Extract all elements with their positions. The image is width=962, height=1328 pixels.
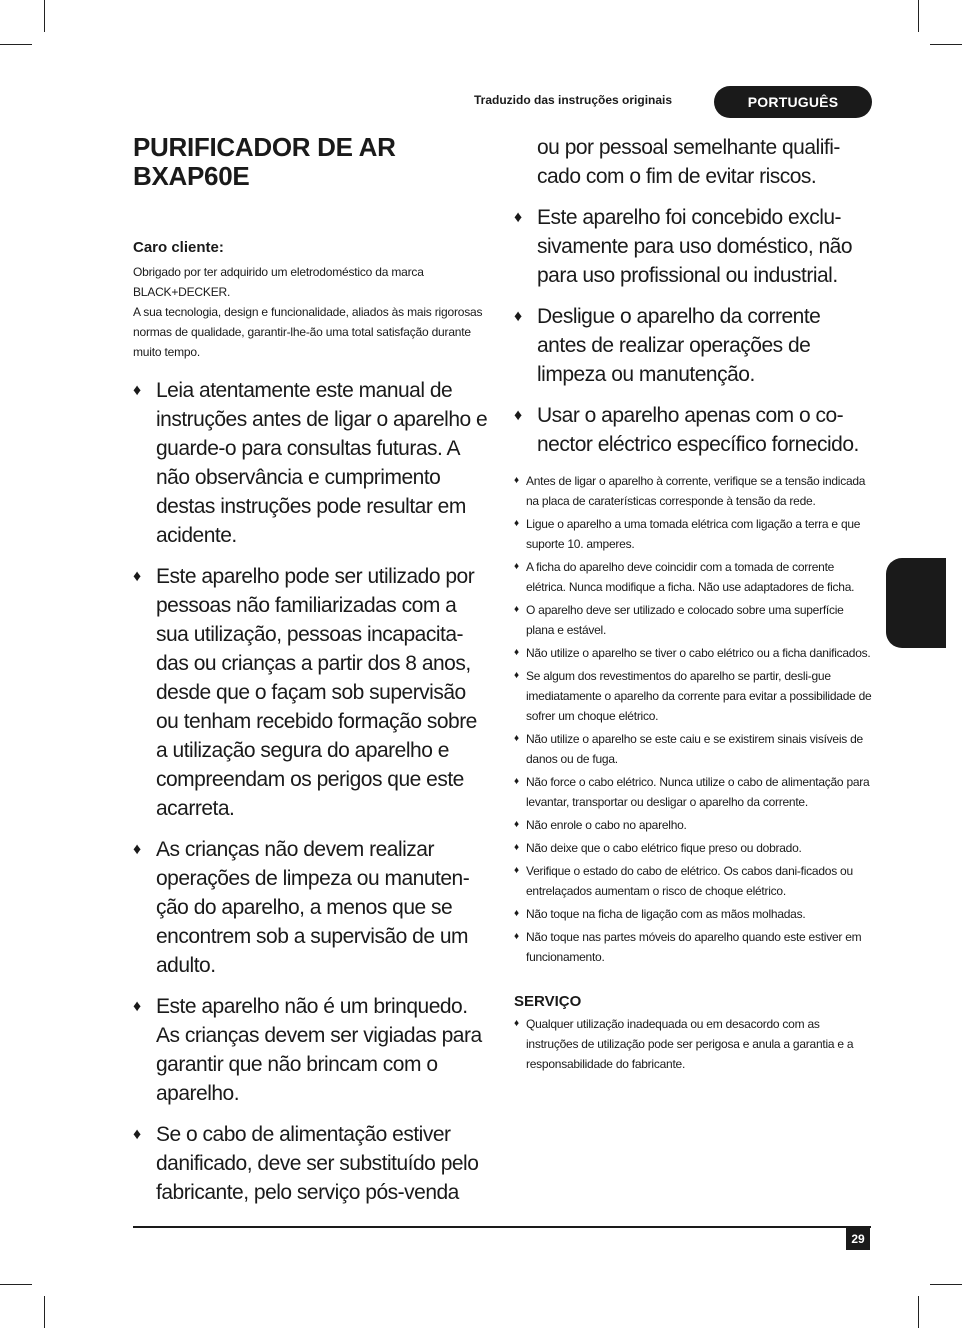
crop-mark [930,44,962,45]
service-list [514,1014,874,1074]
safety-list-left [133,376,493,1207]
list-item: ♦ Ligue o aparelho a uma tomada elétrica com ligação a terra e que suporte 10. amperes. [514,514,874,554]
list-item: ♦ Se o cabo de alimentação estiver danificado, deve ser substituído pelo fabricante, pelo serviço pós-venda [133,1120,493,1207]
list-item: ♦ Se algum dos revestimentos do aparelho se partir, desli-gue imediatamente o aparelho da corrente para evitar a possibilidade de sofrer um choque elétrico. [514,666,874,726]
diamond-bullet-icon: ♦ [514,209,522,226]
language-badge: PORTUGUÊS [714,86,872,118]
diamond-bullet-icon: ♦ [514,518,519,529]
title-line-2: BXAP60E [133,161,250,191]
crop-mark [918,1296,919,1328]
diamond-bullet-icon: ♦ [133,998,141,1015]
list-item-continuation: ou por pessoal semelhante qualifi-cado com o fim de evitar riscos. [537,136,840,188]
section-tab [886,558,946,648]
crop-mark [918,0,919,32]
diamond-bullet-icon: ♦ [133,1126,141,1143]
diamond-bullet-icon: ♦ [514,475,519,486]
title-line-1: PURIFICADOR DE AR [133,132,396,162]
footer-divider [133,1226,871,1228]
crop-mark [0,1284,32,1285]
header-subtitle: Traduzido das instruções originais [474,93,673,107]
list-item: ♦ Leia atentamente este manual de instruções antes de ligar o aparelho e guarde-o para consultas futuras. A não observância e cumprimento destas instruções pode resultar em acidente. [133,376,493,550]
list-item: ♦ Verifique o estado do cabo de elétrico. Os cabos dani-ficados ou entrelaçados aumentam o risco de choque elétrico. [514,861,874,901]
diamond-bullet-icon: ♦ [514,407,522,424]
left-column [133,133,493,1219]
page-title [133,133,493,191]
diamond-bullet-icon: ♦ [514,842,519,853]
list-item: ♦ Desligue o aparelho da corrente antes de realizar operações de limpeza ou manutenção. [514,302,874,389]
crop-mark [0,44,32,45]
list-item: ♦ Não toque nas partes móveis do aparelho quando este estiver em funcionamento. [514,927,874,967]
list-item: ♦ Não enrole o cabo no aparelho. [514,815,874,835]
list-item: ♦ As crianças não devem realizar operações de limpeza ou manuten-ção do aparelho, a menos que se encontrem sob a supervisão de um adulto. [133,835,493,980]
diamond-bullet-icon: ♦ [133,568,141,585]
list-item: ♦ Usar o aparelho apenas com o co-nector eléctrico específico fornecido. [514,401,874,459]
list-item: ♦ Não force o cabo elétrico. Nunca utilize o cabo de alimentação para levantar, transportar ou desligar o aparelho da corrente. [514,772,874,812]
intro-paragraph: A sua tecnologia, design e funcionalidade, aliados às mais rigorosas normas de qualidade, garantir-lhe-ão uma total satisfação durante muito tempo. [133,305,483,359]
list-item: ♦ Qualquer utilização inadequada ou em desacordo com as instruções de utilização pode ser perigosa e anula a garantia e a responsabilidade do fabricante. [514,1014,874,1074]
greeting: Caro cliente: [133,239,224,256]
list-item: ♦ A ficha do aparelho deve coincidir com a tomada de corrente elétrica. Nunca modifique a ficha. Não use adaptadores de ficha. [514,557,874,597]
list-item: ♦ Não toque na ficha de ligação com as mãos molhadas. [514,904,874,924]
crop-mark [930,1284,962,1285]
diamond-bullet-icon: ♦ [514,776,519,787]
list-item: ♦ Este aparelho foi concebido exclu-sivamente para uso doméstico, não para uso profissional ou industrial. [514,203,874,290]
crop-mark [44,0,45,32]
diamond-bullet-icon: ♦ [514,908,519,919]
crop-mark [44,1296,45,1328]
list-item: ♦ Este aparelho não é um brinquedo. As crianças devem ser vigiadas para garantir que não brincam com o aparelho. [133,992,493,1108]
page-number: 29 [846,1228,870,1250]
diamond-bullet-icon: ♦ [514,1018,519,1029]
intro-text [133,262,493,362]
list-item: ♦ Não utilize o aparelho se tiver o cabo elétrico ou a ficha danificados. [514,643,874,663]
list-item: ♦ Não utilize o aparelho se este caiu e se existirem sinais visíveis de danos ou de fuga. [514,729,874,769]
diamond-bullet-icon: ♦ [514,670,519,681]
diamond-bullet-icon: ♦ [133,841,141,858]
service-heading: SERVIÇO [514,993,582,1010]
diamond-bullet-icon: ♦ [514,865,519,876]
diamond-bullet-icon: ♦ [514,308,522,325]
small-safety-list [514,471,874,967]
diamond-bullet-icon: ♦ [514,604,519,615]
diamond-bullet-icon: ♦ [133,382,141,399]
safety-list-right [514,203,874,459]
diamond-bullet-icon: ♦ [514,733,519,744]
right-column [514,133,874,1077]
list-item: ♦ Não deixe que o cabo elétrico fique preso ou dobrado. [514,838,874,858]
diamond-bullet-icon: ♦ [514,647,519,658]
diamond-bullet-icon: ♦ [514,819,519,830]
intro-paragraph: Obrigado por ter adquirido um eletrodoméstico da marca BLACK+DECKER. [133,265,424,299]
diamond-bullet-icon: ♦ [514,931,519,942]
diamond-bullet-icon: ♦ [514,561,519,572]
list-item: ♦ O aparelho deve ser utilizado e colocado sobre uma superfície plana e estável. [514,600,874,640]
list-item: ♦ Este aparelho pode ser utilizado por pessoas não familiarizadas com a sua utilização, pessoas incapacita-das ou crianças a partir dos 8 anos, desde que o façam sob supervisão ou tenham recebido formação sobre a utilização segura do aparelho e compreendam os perigos que este acarreta. [133,562,493,823]
list-item: ♦ Antes de ligar o aparelho à corrente, verifique se a tensão indicada na placa de caraterísticas corresponde à tensão da rede. [514,471,874,511]
